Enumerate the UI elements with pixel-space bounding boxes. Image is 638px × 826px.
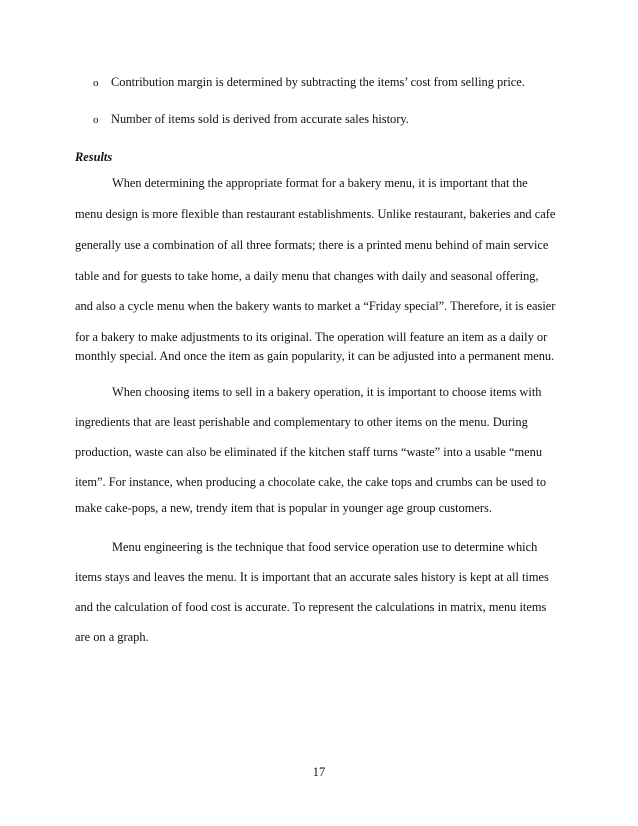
paragraph-line: production, waste can also be eliminated if the kitchen staff turns “waste” into a usable “menu	[75, 445, 543, 459]
paragraph-line: are on a graph.	[75, 630, 149, 644]
paragraph-line: table and for guests to take home, a daily menu that changes with daily and seasonal offering,	[75, 269, 539, 283]
paragraph-line: items stays and leaves the menu. It is important that an accurate sales history is kept at all times	[75, 570, 549, 584]
section-heading: Results	[75, 150, 113, 164]
paragraph-line: ingredients that are least perishable and complementary to other items on the menu. During	[75, 415, 528, 429]
bullet-text: Contribution margin is determined by subtracting the items’ cost from selling price.	[111, 75, 525, 89]
paragraph-line: for a bakery to make adjustments to its original. The operation will feature an item as a daily or	[75, 330, 548, 344]
paragraph-line: and the calculation of food cost is accurate. To represent the calculations in matrix, menu items	[75, 600, 547, 614]
paragraph-line: and also a cycle menu when the bakery wants to market a “Friday special”. Therefore, it is easier	[75, 299, 556, 313]
page-number: 17	[312, 765, 326, 779]
paragraph-line: Menu engineering is the technique that food service operation use to determine which	[112, 540, 538, 554]
bullet-item	[93, 74, 525, 91]
paragraph-line: generally use a combination of all three formats; there is a printed menu behind of main service	[75, 238, 549, 252]
bullet-item	[93, 111, 409, 128]
paragraph-line: menu design is more flexible than restaurant establishments. Unlike restaurant, bakeries and cafe	[75, 207, 556, 221]
paragraph-line: item”. For instance, when producing a chocolate cake, the cake tops and crumbs can be used to	[75, 475, 547, 489]
paragraph-line: make cake-pops, a new, trendy item that is popular in younger age group customers.	[75, 501, 492, 515]
bullet-marker: o	[93, 114, 99, 126]
paragraph-line: When determining the appropriate format for a bakery menu, it is important that the	[112, 176, 528, 190]
bullet-marker: o	[93, 77, 99, 89]
paragraph-line: monthly special. And once the item as gain popularity, it can be adjusted into a permanent menu.	[75, 349, 555, 363]
bullet-text: Number of items sold is derived from accurate sales history.	[111, 112, 409, 126]
paragraph-line: When choosing items to sell in a bakery operation, it is important to choose items with	[112, 385, 542, 399]
